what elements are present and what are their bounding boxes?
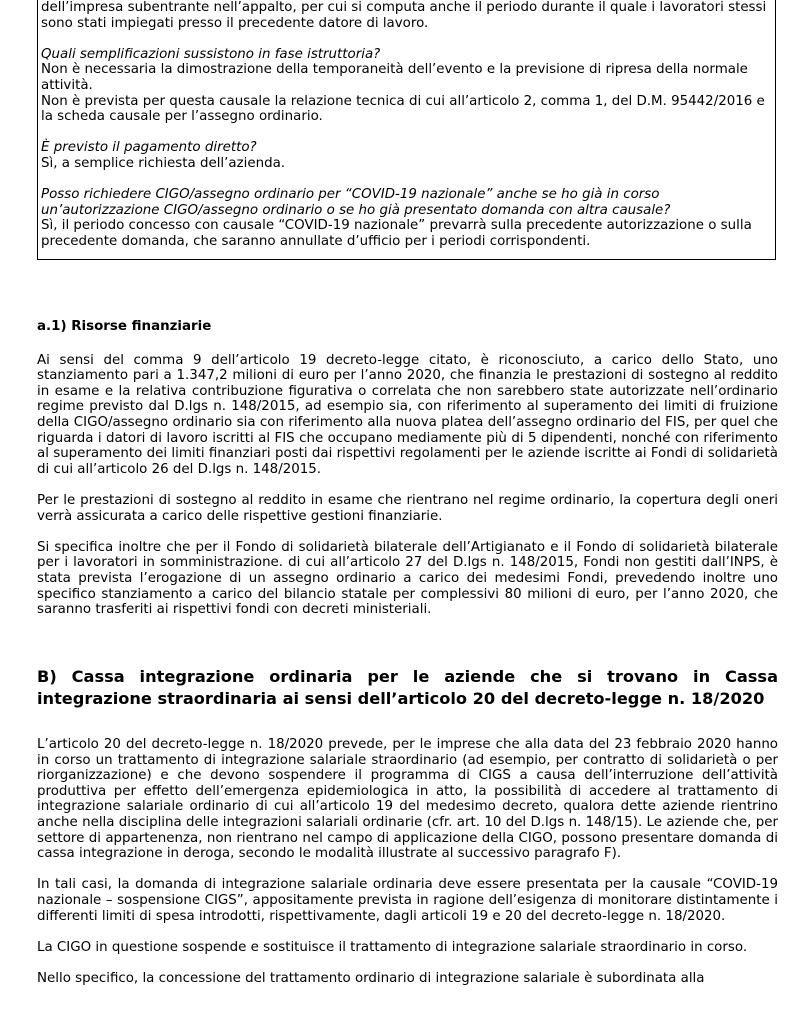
- section-a1-paragraph-1: Ai sensi del comma 9 dell’articolo 19 decreto-legge citato, è riconosciuto, a carico dello Stato, uno stanziamento pari a 1.347,2 milioni di euro per l’anno 2020, che finanzia le prestazioni di sostegno al reddito in esame e la relativa contribuzione figurativa o correlata che non sarebbero state autorizzate nell’ordinario regime previsto dal D.lgs n. 148/2015, ad esempio sia, con riferimento al superamento dei limiti di fruizione della CIGO/assegno ordinario sia con riferimento alla nuova platea dell’assegno ordinario del FIS, per quel che riguarda i datori di lavoro iscritti al FIS che occupano mediamente più di 5 dipendenti, nonché con riferimento al superamento dei limiti finanziari posti dai rispettivi regolamenti per le aziende iscritte ai Fondi di solidarietà di cui all’articolo 26 del D.lgs n. 148/2015.: [37, 352, 778, 477]
- section-b-paragraph-1: L’articolo 20 del decreto-legge n. 18/2020 prevede, per le imprese che alla data del 23 febbraio 2020 hanno in corso un trattamento di integrazione salariale straordinario (ad esempio, per contratto di solidarietà o per riorganizzazione) e che devono sospendere il programma di CIGS a causa dell’interruzione dell’attività produttiva per effetto dell’emergenza epidemiologica in atto, la possibilità di accedere al trattamento di integrazione salariale ordinario di cui all’articolo 19 del medesimo decreto, qualora dette aziende rientrino anche nella disciplina delle integrazioni salariali ordinarie (cfr. art. 10 del D.lgs n. 148/15). Le aziende che, per settore di appartenenza, non rientrano nel campo di applicazione della CIGO, possono presentare domanda di cassa integrazione in deroga, secondo le modalità illustrate al successivo paragrafo F).: [37, 737, 778, 862]
- section-b-paragraph-2: In tali casi, la domanda di integrazione salariale ordinaria deve essere presentata per la causale “COVID-19 nazionale – sospensione CIGS”, appositamente prevista in ragione dell’esigenza di monitorare distintamente i differenti limiti di spesa introdotti, rispettivamente, dagli articoli 19 e 20 del decreto-legge n. 18/2020.: [37, 877, 778, 924]
- faq-answer-1a: Non è necessaria la dimostrazione della temporaneità dell’evento e la previsione di ripresa della normale attività.: [41, 62, 748, 93]
- faq-question-2: È previsto il pagamento diretto?: [41, 140, 257, 156]
- faq-answer-3: Sì, il periodo concesso con causale “COVID-19 nazionale” prevarrà sulla precedente autorizzazione o sulla precedente domanda, che saranno annullate d’ufficio per i periodi corrispondenti.: [41, 218, 752, 249]
- faq-question-3: Posso richiedere CIGO/assegno ordinario per “COVID-19 nazionale” anche se ho già in corso un’autorizzazione CIGO/assegno ordinario o se ho già presentato domanda con altra causale?: [41, 187, 671, 218]
- section-b-body: [37, 737, 778, 987]
- faq-box: [37, 0, 776, 260]
- section-b-paragraph-3: La CIGO in questione sospende e sostituisce il trattamento di integrazione salariale straordinario in corso.: [37, 939, 748, 955]
- faq-answer-1b: Non è prevista per questa causale la relazione tecnica di cui all’articolo 2, comma 1, del D.M. 95442/2016 e la scheda causale per l’assegno ordinario.: [41, 93, 765, 125]
- faq-question-1: Quali semplificazioni sussistono in fase istruttoria?: [41, 46, 381, 62]
- faq-answer-2: Sì, a semplice richiesta dell’azienda.: [41, 155, 286, 171]
- section-b: [37, 666, 778, 710]
- section-a1: [37, 319, 778, 618]
- faq-continuation-text: dell’impresa subentrante nell’appalto, per cui si computa anche il periodo durante il quale i lavoratori stessi sono stati impiegati presso il precedente datore di lavoro.: [41, 0, 767, 31]
- section-a1-paragraph-2: Per le prestazioni di sostegno al reddito in esame che rientrano nel regime ordinario, la copertura degli oneri verrà assicurata a carico delle rispettive gestioni finanziarie.: [37, 492, 778, 524]
- section-a1-heading: a.1) Risorse finanziarie: [37, 319, 212, 334]
- section-a1-paragraph-3: Si specifica inoltre che per il Fondo di solidarietà bilaterale dell’Artigianato e il Fondo di solidarietà bilaterale per i lavoratori in somministrazione. di cui all’articolo 27 del D.lgs n. 148/2015, Fondi non gestiti dall’INPS, è stata prevista l’erogazione di un assegno ordinario a carico dei medesimi Fondi, prevedendo inoltre uno specifico stanziamento a carico del bilancio statale per complessivi 80 milioni di euro, per l’anno 2020, che saranno trasferiti ai rispettivi fondi con decreti ministeriali.: [37, 539, 778, 618]
- section-b-heading: B) Cassa integrazione ordinaria per le aziende che si trovano in Cassa integrazione straordinaria ai sensi dell’articolo 20 del decreto-legge n. 18/2020: [37, 667, 778, 708]
- section-b-paragraph-4: Nello specifico, la concessione del trattamento ordinario di integrazione salariale è subordinata alla: [37, 970, 705, 986]
